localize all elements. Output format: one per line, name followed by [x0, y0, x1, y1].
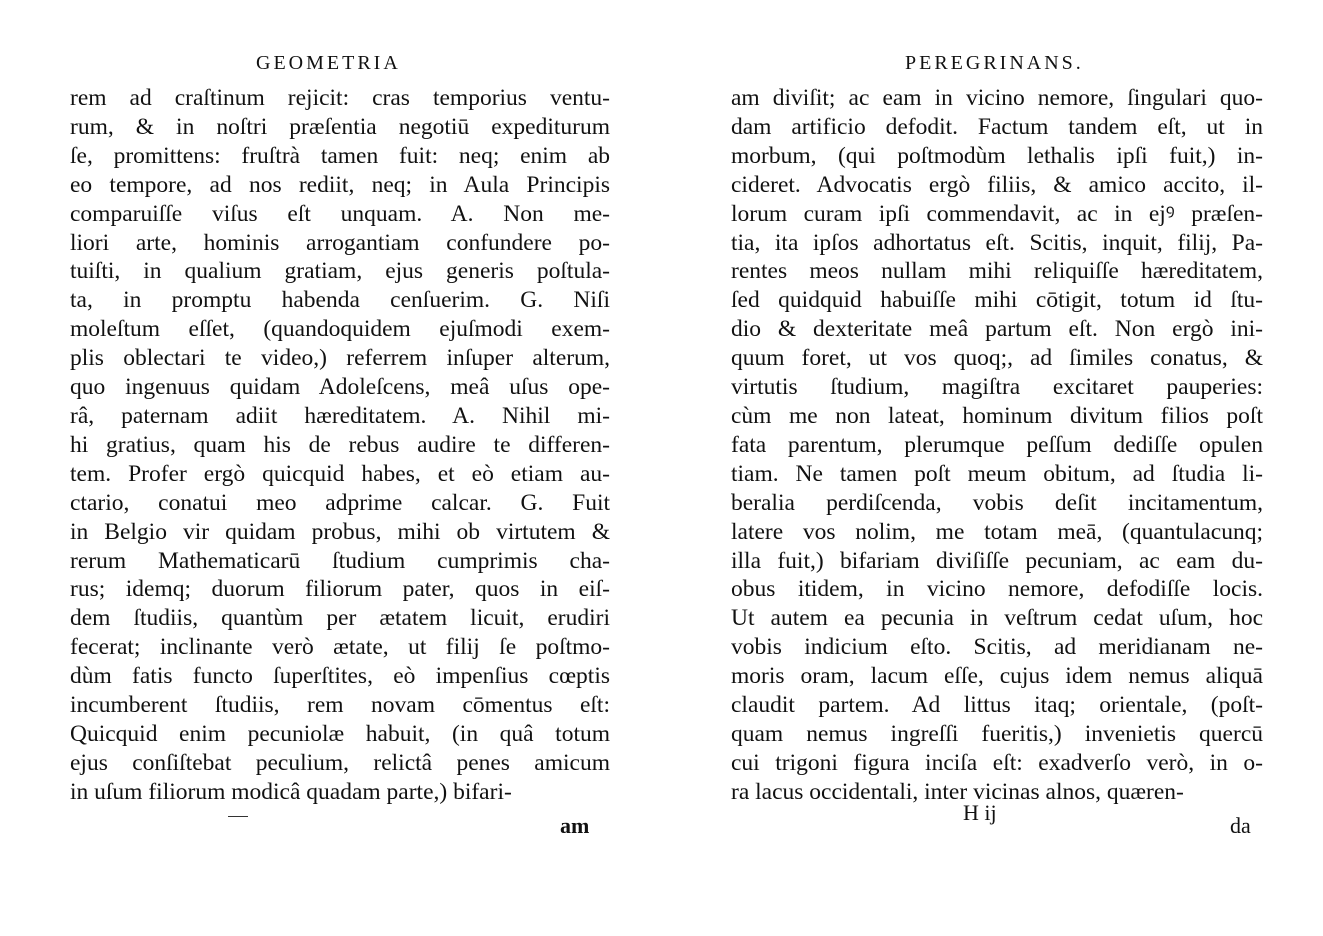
text-line: rem ad craſtinum rejicit: cras temporius ventu-: [70, 85, 610, 111]
text-line: dem ſtudiis, quantùm per ætatem licuit, erudiri: [70, 605, 610, 632]
text-line: dùm fatis functo ſuperſtites, eò impenſius cœptis: [70, 663, 610, 690]
text-line: in uſum filiorum modicâ quadam parte,) bifari-: [70, 778, 512, 805]
text-line: tuiſti, in qualium gratiam, ejus generis poſtula-: [70, 258, 610, 285]
text-line: plis oblectari te video,) referrem inſuper alterum,: [70, 345, 610, 372]
text-line: claudit partem. Ad littus itaq; orientale, (poſt-: [731, 692, 1263, 719]
text-line: obus itidem, in vicino nemore, defodiſſe locis.: [731, 576, 1263, 603]
text-line: rentes meos nullam mihi reliquiſſe hæreditatem,: [731, 258, 1263, 285]
text-line: ejus conſiſtebat peculium, relictâ penes amicum: [70, 749, 610, 776]
text-line: tiam. Ne tamen poſt meum obitum, ad ſtudia li-: [731, 460, 1263, 487]
text-line: ctario, conatui meo adprime calcar. G. Fuit: [70, 489, 610, 516]
left-catchword: am: [560, 813, 590, 838]
right-body-text: [731, 84, 1263, 807]
text-line: virtutis ſtudium, magiſtra excitaret pauperies:: [731, 374, 1263, 401]
text-line: tia, ita ipſos adhortatus eſt. Scitis, inquit, filij, Pa-: [731, 229, 1263, 256]
text-line: moris oram, lacum eſſe, cujus idem nemus aliquā: [731, 663, 1263, 690]
text-line: Ut autem ea pecunia in veſtrum cedat uſum, hoc: [731, 605, 1263, 632]
text-line: morbum, (qui poſtmodùm lethalis ipſi fuit,) in-: [731, 142, 1263, 169]
text-line: quo ingenuus quidam Adoleſcens, meâ uſus ope-: [70, 374, 610, 401]
text-line: rerum Mathematicarū ſtudium cumprimis cha-: [70, 547, 610, 574]
text-line: am diviſit; ac eam in vicino nemore, ſingulari quo-: [731, 85, 1263, 111]
text-line: vobis indicium eſto. Scitis, ad meridianam ne-: [731, 634, 1263, 661]
right-page: [661, 0, 1323, 936]
text-line: ſe, promittens: fruſtrà tamen fuit: neq; enim ab: [70, 142, 610, 169]
text-line: cideret. Advocatis ergò filiis, & amico accito, il-: [731, 171, 1263, 198]
right-running-head: PEREGRINANS.: [905, 52, 1084, 74]
text-line: hi gratius, quam his de rebus audire te differen-: [70, 431, 610, 458]
text-line: cùm me non lateat, hominum divitum filios poſt: [731, 402, 1263, 429]
right-catchword: da: [1230, 813, 1251, 838]
text-line: eo tempore, ad nos rediit, neq; in Aula Principis: [70, 171, 610, 198]
text-line: latere vos nolim, me totam meā, (quantulacunq;: [731, 518, 1263, 545]
text-line: quam nemus ingreſſi fueritis,) invenietis quercū: [731, 720, 1263, 747]
text-line: cui trigoni figura inciſa eſt: exadverſo verò, in o-: [731, 749, 1263, 776]
text-line: dam artificio defodit. Factum tandem eſt, ut in: [731, 113, 1263, 140]
text-line: lorum curam ipſi commendavit, ac in ejꝰ præſen-: [731, 200, 1263, 227]
text-line: Quicquid enim pecuniolæ habuit, (in quâ totum: [70, 720, 610, 747]
left-page: [0, 0, 661, 936]
text-line: quum foret, ut vos quoq;, ad ſimiles conatus, &: [731, 345, 1263, 372]
text-line: illa fuit,) bifariam diviſiſſe pecuniam, ac eam du-: [731, 547, 1263, 574]
text-line: tem. Profer ergò quicquid habes, et eò etiam au-: [70, 460, 610, 487]
text-line: râ, paternam adiit hæreditatem. A. Nihil mi-: [70, 402, 610, 429]
text-line: fata parentum, plerumque peſſum dediſſe opulen: [731, 431, 1263, 458]
text-line: in Belgio vir quidam probus, mihi ob virtutem &: [70, 518, 610, 545]
signature-mark: H ij: [963, 800, 997, 825]
text-line: ra lacus occidentali, inter vicinas alnos, quæren-: [731, 778, 1184, 805]
text-line: ſed quidquid habuiſſe mihi cōtigit, totum id ſtu-: [731, 287, 1263, 314]
text-line: incumberent ſtudiis, rem novam cōmentus eſt:: [70, 692, 610, 719]
text-line: ta, in promptu habenda cenſuerim. G. Niſi: [70, 287, 610, 314]
left-footer-rule: [228, 816, 248, 817]
text-line: liori arte, hominis arrogantiam confundere po-: [70, 229, 610, 256]
left-running-head: GEOMETRIA: [256, 52, 401, 74]
text-line: moleſtum eſſet, (quandoquidem ejuſmodi exem-: [70, 316, 610, 343]
text-line: fecerat; inclinante verò ætate, ut filij ſe poſtmo-: [70, 634, 610, 661]
text-line: comparuiſſe viſus eſt unquam. A. Non me-: [70, 200, 610, 227]
left-body-text: [70, 84, 610, 807]
text-line: rum, & in noſtri præſentia negotiū expediturum: [70, 113, 610, 140]
text-line: beralia perdiſcenda, vobis deſit incitamentum,: [731, 489, 1263, 516]
text-line: dio & dexteritate meâ partum eſt. Non ergò ini-: [731, 316, 1263, 343]
text-line: rus; idemq; duorum filiorum pater, quos in eiſ-: [70, 576, 610, 603]
